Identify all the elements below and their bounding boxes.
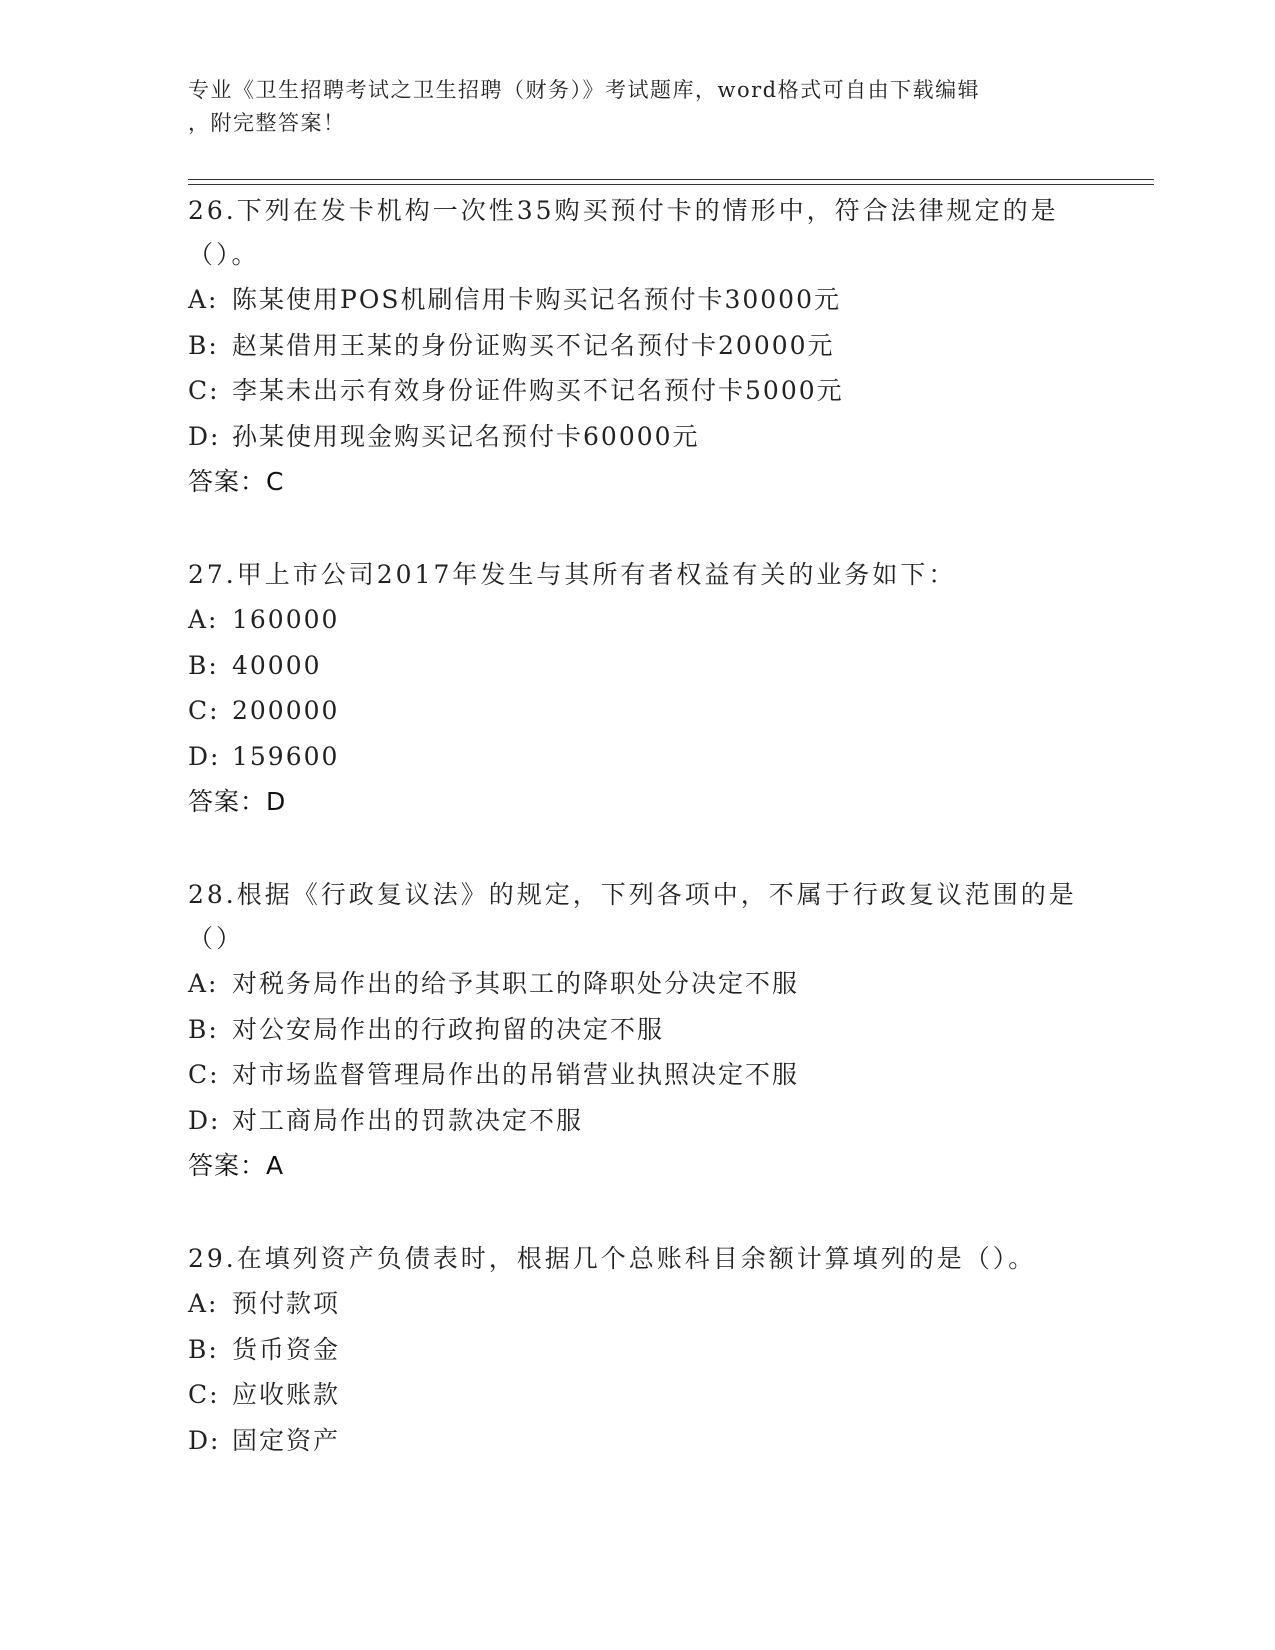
header-divider-top — [188, 179, 1154, 180]
option-text: 陈某使用POS机刷信用卡购买记名预付卡30000元 — [232, 285, 841, 314]
option-letter: A: — [188, 285, 219, 314]
option-letter: C: — [188, 696, 220, 726]
option-letter: C: — [188, 376, 220, 406]
option-text: 对公安局作出的行政拘留的决定不服 — [232, 1014, 665, 1044]
option-d — [188, 734, 1088, 780]
option-d — [188, 1418, 1088, 1464]
option-text: 固定资产 — [232, 1426, 341, 1456]
option-text: 对税务局作出的给予其职工的降职处分决定不服 — [232, 969, 800, 998]
option-c — [188, 1372, 1088, 1418]
answer: 答案：C — [188, 466, 285, 496]
option-letter: D: — [188, 1106, 221, 1136]
option-letter: D: — [188, 1426, 221, 1456]
option-letter: B: — [188, 650, 219, 680]
option-a — [188, 1281, 1088, 1327]
option-letter: B: — [188, 1014, 219, 1044]
option-a — [188, 597, 1088, 643]
option-letter: D: — [188, 742, 221, 772]
option-text: 40000 — [232, 650, 322, 680]
option-text: 预付款项 — [232, 1289, 341, 1318]
option-c — [188, 1052, 1088, 1098]
option-text: 赵某借用王某的身份证购买不记名预付卡20000元 — [232, 330, 835, 360]
option-letter: B: — [188, 330, 219, 360]
document-header — [188, 74, 1068, 140]
option-b — [188, 1327, 1088, 1373]
option-letter: A: — [188, 969, 219, 998]
option-letter: D: — [188, 422, 221, 452]
option-letter: C: — [188, 1380, 220, 1410]
option-letter: B: — [188, 1334, 219, 1364]
answer: 答案：A — [188, 1150, 285, 1180]
option-text: 200000 — [232, 696, 340, 726]
header-line-1: 专业《卫生招聘考试之卫生招聘（财务）》考试题库，word格式可自由下载编辑 — [188, 78, 981, 102]
option-text: 对市场监督管理局作出的吊销营业执照决定不服 — [232, 1060, 800, 1090]
option-c — [188, 688, 1088, 734]
option-c — [188, 368, 1088, 414]
option-text: 孙某使用现金购买记名预付卡60000元 — [232, 422, 700, 452]
option-letter: C: — [188, 1060, 220, 1090]
question-stem: 26.下列在发卡机构一次性35购买预付卡的情形中，符合法律规定的是（）。 — [188, 196, 1059, 269]
option-text: 李某未出示有效身份证件购买不记名预付卡5000元 — [232, 376, 844, 406]
question-28 — [188, 873, 1088, 1188]
option-b — [188, 1007, 1088, 1053]
question-26 — [188, 189, 1088, 504]
option-b — [188, 323, 1088, 369]
question-27 — [188, 553, 1088, 824]
option-text: 货币资金 — [232, 1334, 341, 1364]
question-29 — [188, 1237, 1088, 1464]
option-a — [188, 277, 1088, 323]
question-stem: 27.甲上市公司2017年发生与其所有者权益有关的业务如下： — [188, 560, 957, 589]
header-divider-bottom — [188, 184, 1154, 185]
option-d — [188, 414, 1088, 460]
option-text: 对工商局作出的罚款决定不服 — [232, 1106, 584, 1136]
option-text: 应收账款 — [232, 1380, 341, 1410]
option-d — [188, 1098, 1088, 1144]
option-text: 159600 — [232, 742, 340, 772]
header-line-2: ，附完整答案！ — [188, 111, 346, 135]
option-b — [188, 643, 1088, 689]
option-letter: A: — [188, 1289, 219, 1318]
option-letter: A: — [188, 605, 219, 634]
answer: 答案：D — [188, 786, 287, 816]
question-stem: 28.根据《行政复议法》的规定，下列各项中，不属于行政复议范围的是（） — [188, 880, 1077, 953]
option-text: 160000 — [232, 605, 340, 634]
question-stem: 29.在填列资产负债表时，根据几个总账科目余额计算填列的是（）。 — [188, 1244, 1037, 1273]
option-a — [188, 961, 1088, 1007]
